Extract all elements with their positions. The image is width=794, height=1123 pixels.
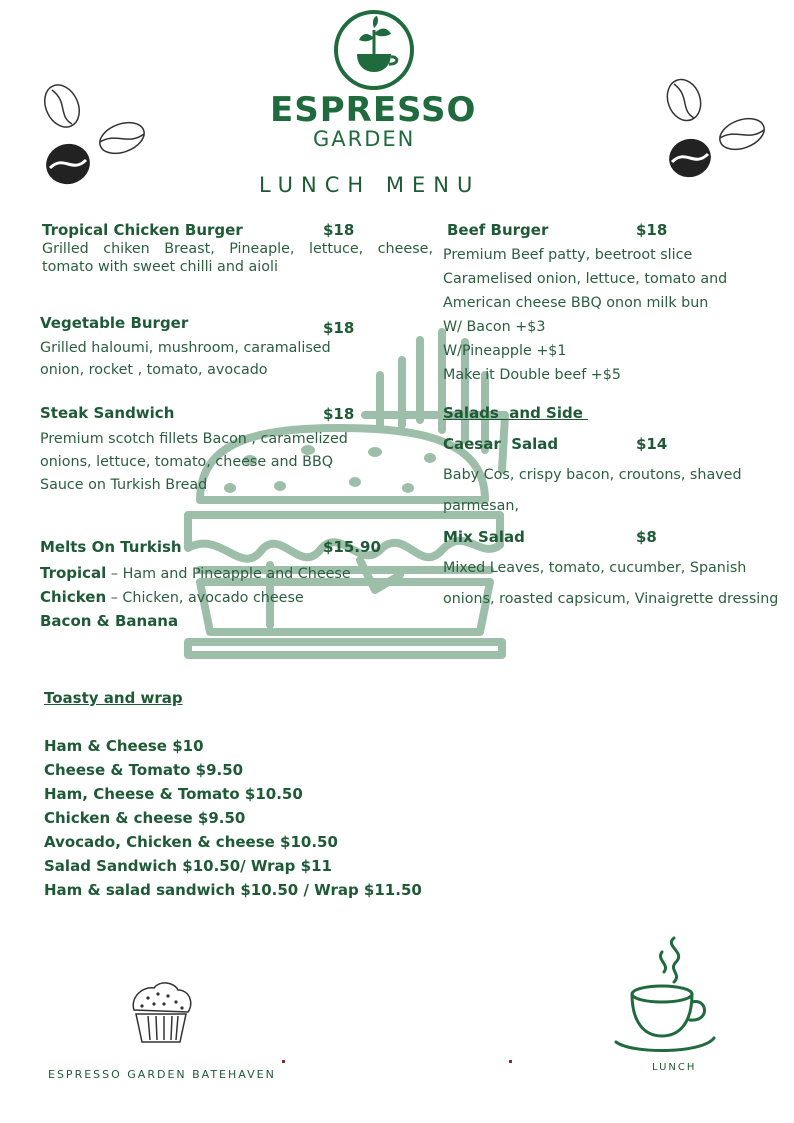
item-name: Caesar Salad [443, 435, 559, 453]
coffee-beans-icon [662, 78, 768, 182]
list-item: Salad Sandwich $10.50/ Wrap $11 [44, 857, 332, 875]
item-price: $18 [323, 405, 355, 423]
coffee-beans-icon [38, 82, 148, 188]
item-price: $8 [636, 528, 657, 546]
item-name: Melts On Turkish [40, 538, 182, 556]
melts-option: Tropical – Ham and Pineapple and Cheese [40, 564, 351, 582]
list-item: Ham & salad sandwich $10.50 / Wrap $11.50 [44, 881, 422, 899]
brand-subname: GARDEN [313, 127, 416, 151]
item-price: $18 [636, 221, 668, 239]
item-description: Baby Cos, crispy bacon, croutons, shaved parmesan, [443, 467, 742, 514]
item-description: Premium Beef patty, beetroot slice Caramelised onion, lettuce, tomato and American cheese BBQ onon milk bun W/ Bacon +$3 W/Pineapple +$1 Make it Double beef +$5 [443, 247, 728, 383]
item-name: Tropical Chicken Burger [42, 221, 243, 239]
section-heading: Salads and Side [443, 404, 589, 422]
footer-right: LUNCH [652, 1062, 697, 1073]
list-item: Avocado, Chicken & cheese $10.50 [44, 833, 338, 851]
item-price: $18 [323, 319, 355, 337]
item-description: Grilled chiken Breast, Pineaple, lettuce, cheese, tomato with sweet chilli and aioli [42, 241, 433, 275]
decor-dot [509, 1060, 512, 1063]
list-item: Cheese & Tomato $9.50 [44, 761, 244, 779]
melts-option: Bacon & Banana [40, 612, 179, 630]
section-heading: Toasty and wrap [44, 689, 183, 707]
item-name: Steak Sandwich [40, 404, 175, 422]
item-name: Vegetable Burger [40, 314, 189, 332]
item-description: Grilled haloumi, mushroom, caramalised onion, rocket , tomato, avocado [40, 340, 331, 378]
melts-option: Chicken – Chicken, avocado cheese [40, 588, 304, 606]
page-title: LUNCH MENU [259, 173, 481, 197]
item-name: Beef Burger [447, 221, 549, 239]
decor-dot [282, 1060, 285, 1063]
item-description: Premium scotch fillets Bacon , caramelized onions, lettuce, tomato, cheese and BBQ Sauce on Turkish Bread [40, 431, 348, 493]
item-price: $18 [323, 221, 355, 239]
list-item: Ham & Cheese $10 [44, 737, 204, 755]
item-price: $15.90 [323, 538, 381, 556]
item-description: Mixed Leaves, tomato, cucumber, Spanish onions, roasted capsicum, Vinaigrette dressing [443, 560, 779, 607]
list-item: Ham, Cheese & Tomato $10.50 [44, 785, 303, 803]
item-name: Mix Salad [443, 528, 525, 546]
muffin-icon [128, 980, 194, 1046]
brand-name: ESPRESSO [270, 90, 477, 130]
coffee-cup-icon [612, 932, 718, 1056]
item-price: $14 [636, 435, 668, 453]
toasty-list [44, 734, 464, 902]
melts-options [40, 561, 420, 633]
footer-left: ESPRESSO GARDEN BATEHAVEN [48, 1068, 276, 1081]
list-item: Chicken & cheese $9.50 [44, 809, 246, 827]
logo-plant-cup-icon [331, 10, 417, 90]
